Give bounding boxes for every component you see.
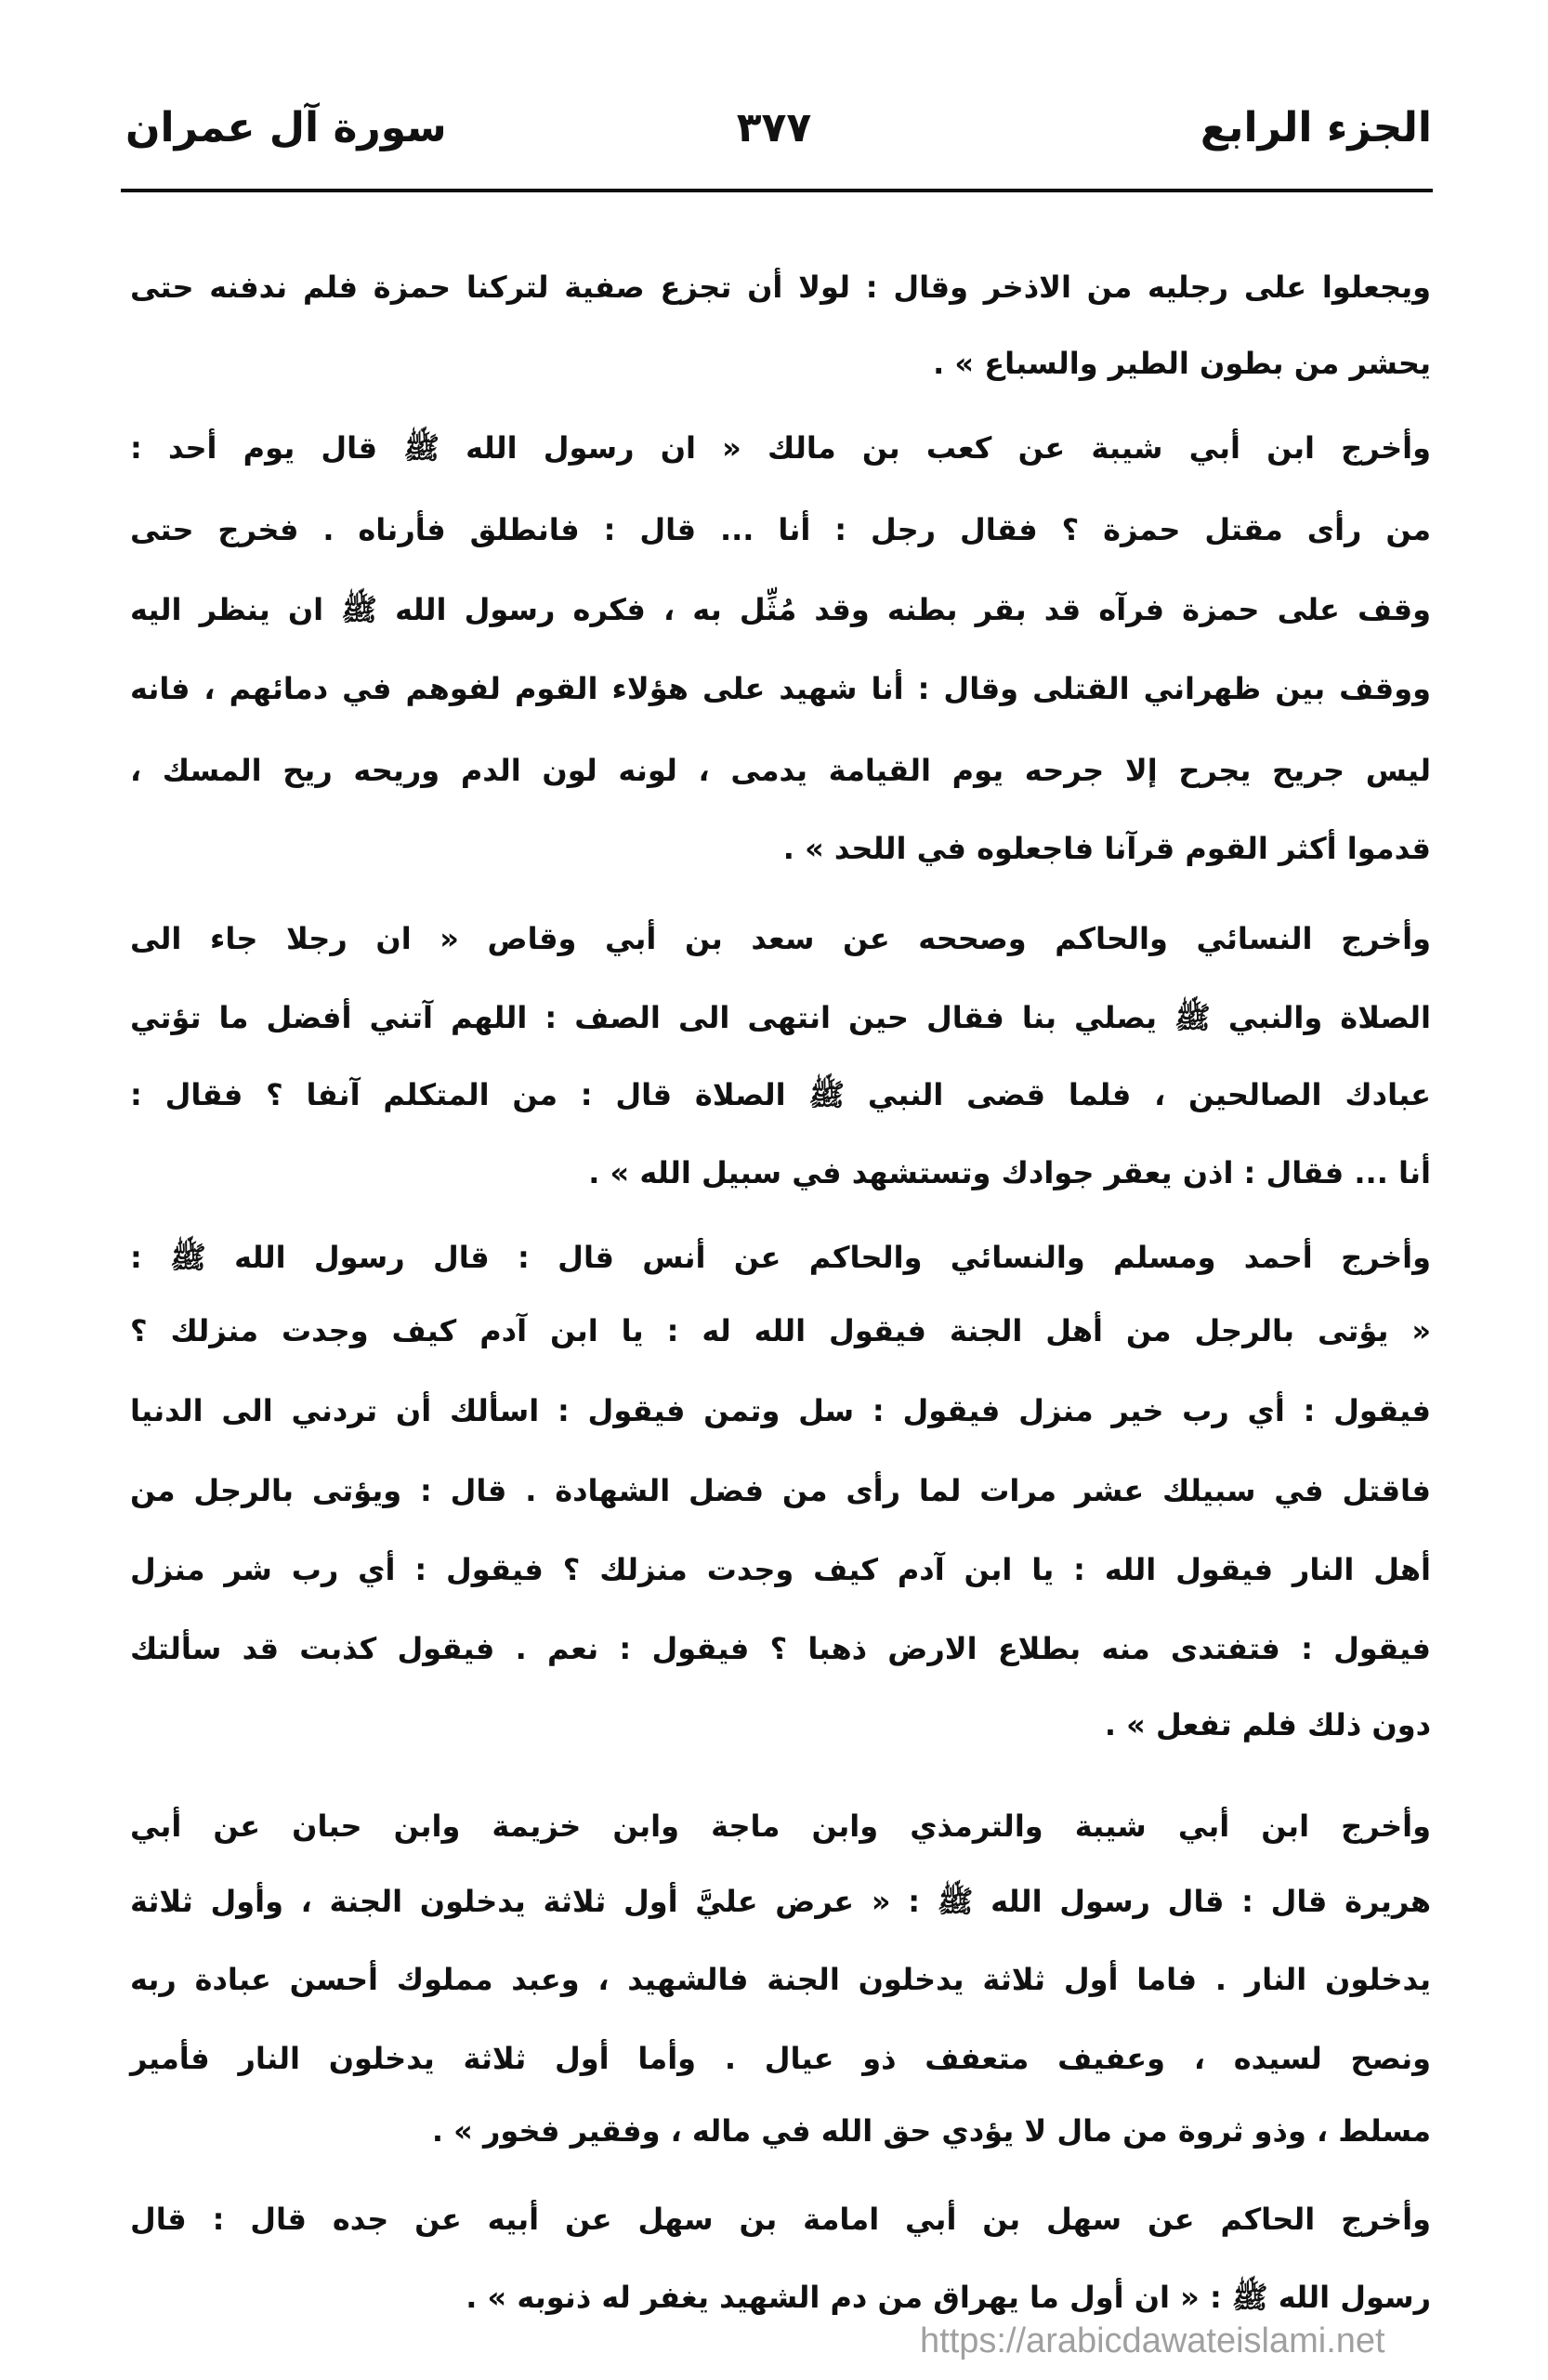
text-line: مسلط ، وذو ثروة من مال لا يؤدي حق الله في ماله ، وفقير فخور » .: [431, 2113, 1431, 2149]
text-line: ووقف بين ظهراني القتلى وقال : أنا شهيد على هؤلاء القوم لفوهم في دمائهم ، فانه: [130, 671, 1431, 706]
text-line: وأخرج ابن أبي شيبة والترمذي وابن ماجة وابن خزيمة وابن حبان عن أبي: [130, 1808, 1431, 1844]
text-line: أهل النار فيقول الله : يا ابن آدم كيف وجدت منزلك ؟ فيقول : أي رب شر منزل: [130, 1552, 1431, 1587]
text-line: وأخرج النسائي والحاكم وصححه عن سعد بن أبي وقاص « ان رجلا جاء الى: [130, 921, 1431, 956]
text-line: وأخرج أحمد ومسلم والنسائي والحاكم عن أنس قال : قال رسول الله ﷺ :: [130, 1240, 1431, 1275]
text-line: رسول الله ﷺ : « ان أول ما يهراق من دم الشهيد يغفر له ذنوبه » .: [466, 2280, 1431, 2315]
text-line: قدموا أكثر القوم قرآنا فاجعلوه في اللحد » .: [782, 831, 1431, 866]
watermark: https://arabicdawateislami.net: [920, 2321, 1385, 2360]
text-line: يحشر من بطون الطير والسباع » .: [933, 346, 1431, 381]
text-line: فاقتل في سبيلك عشر مرات لما رأى من فضل الشهادة . قال : ويؤتى بالرجل من: [130, 1473, 1431, 1508]
header-rule: [121, 189, 1433, 192]
volume-label: الجزء الرابع: [1200, 104, 1432, 151]
text-line: فيقول : فتفتدى منه بطلاع الارض ذهبا ؟ فيقول : نعم . فيقول كذبت قد سألتك: [130, 1631, 1431, 1666]
text-line: من رأى مقتل حمزة ؟ فقال رجل : أنا ... قال : فانطلق فأرناه . فخرج حتى: [130, 512, 1431, 547]
text-line: وقف على حمزة فرآه قد بقر بطنه وقد مُثِّل به ، فكره رسول الله ﷺ ان ينظر اليه: [130, 592, 1431, 627]
text-line: ونصح لسيده ، وعفيف متعفف ذو عيال . وأما أول ثلاثة يدخلون النار فأمير: [130, 2041, 1431, 2076]
text-line: الصلاة والنبي ﷺ يصلي بنا فقال حين انتهى الى الصف : اللهم آتني أفضل ما تؤتي: [130, 1000, 1431, 1035]
text-line: هريرة قال : قال رسول الله ﷺ : « عرض عليَّ أول ثلاثة يدخلون الجنة ، وأول ثلاثة: [130, 1884, 1431, 1919]
text-line: دون ذلك فلم تفعل » .: [1104, 1707, 1431, 1742]
text-line: ليس جريح يجرح إلا جرحه يوم القيامة يدمى ، لونه لون الدم وريحه ريح المسك ،: [130, 753, 1431, 788]
text-line: فيقول : أي رب خير منزل فيقول : سل وتمن فيقول : اسألك أن تردني الى الدنيا: [130, 1393, 1431, 1428]
text-line: أنا ... فقال : اذن يعقر جوادك وتستشهد في سبيل الله » .: [588, 1155, 1431, 1190]
text-line: يدخلون النار . فاما أول ثلاثة يدخلون الجنة فالشهيد ، وعبد مملوك أحسن عبادة ربه: [130, 1962, 1431, 1997]
text-line: وأخرج ابن أبي شيبة عن كعب بن مالك « ان رسول الله ﷺ قال يوم أحد :: [130, 430, 1431, 466]
text-line: « يؤتى بالرجل من أهل الجنة فيقول الله له : يا ابن آدم كيف وجدت منزلك ؟: [130, 1313, 1431, 1348]
text-line: ويجعلوا على رجليه من الاذخر وقال : لولا أن تجزع صفية لتركنا حمزة فلم ندفنه حتى: [130, 270, 1431, 305]
text-line: وأخرج الحاكم عن سهل بن أبي امامة بن سهل عن أبيه عن جده قال : قال: [130, 2202, 1431, 2237]
page-number: ٣٧٧: [736, 104, 812, 151]
text-line: عبادك الصالحين ، فلما قضى النبي ﷺ الصلاة قال : من المتكلم آنفا ؟ فقال :: [130, 1077, 1431, 1112]
surah-title: سورة آل عمران: [125, 104, 447, 151]
